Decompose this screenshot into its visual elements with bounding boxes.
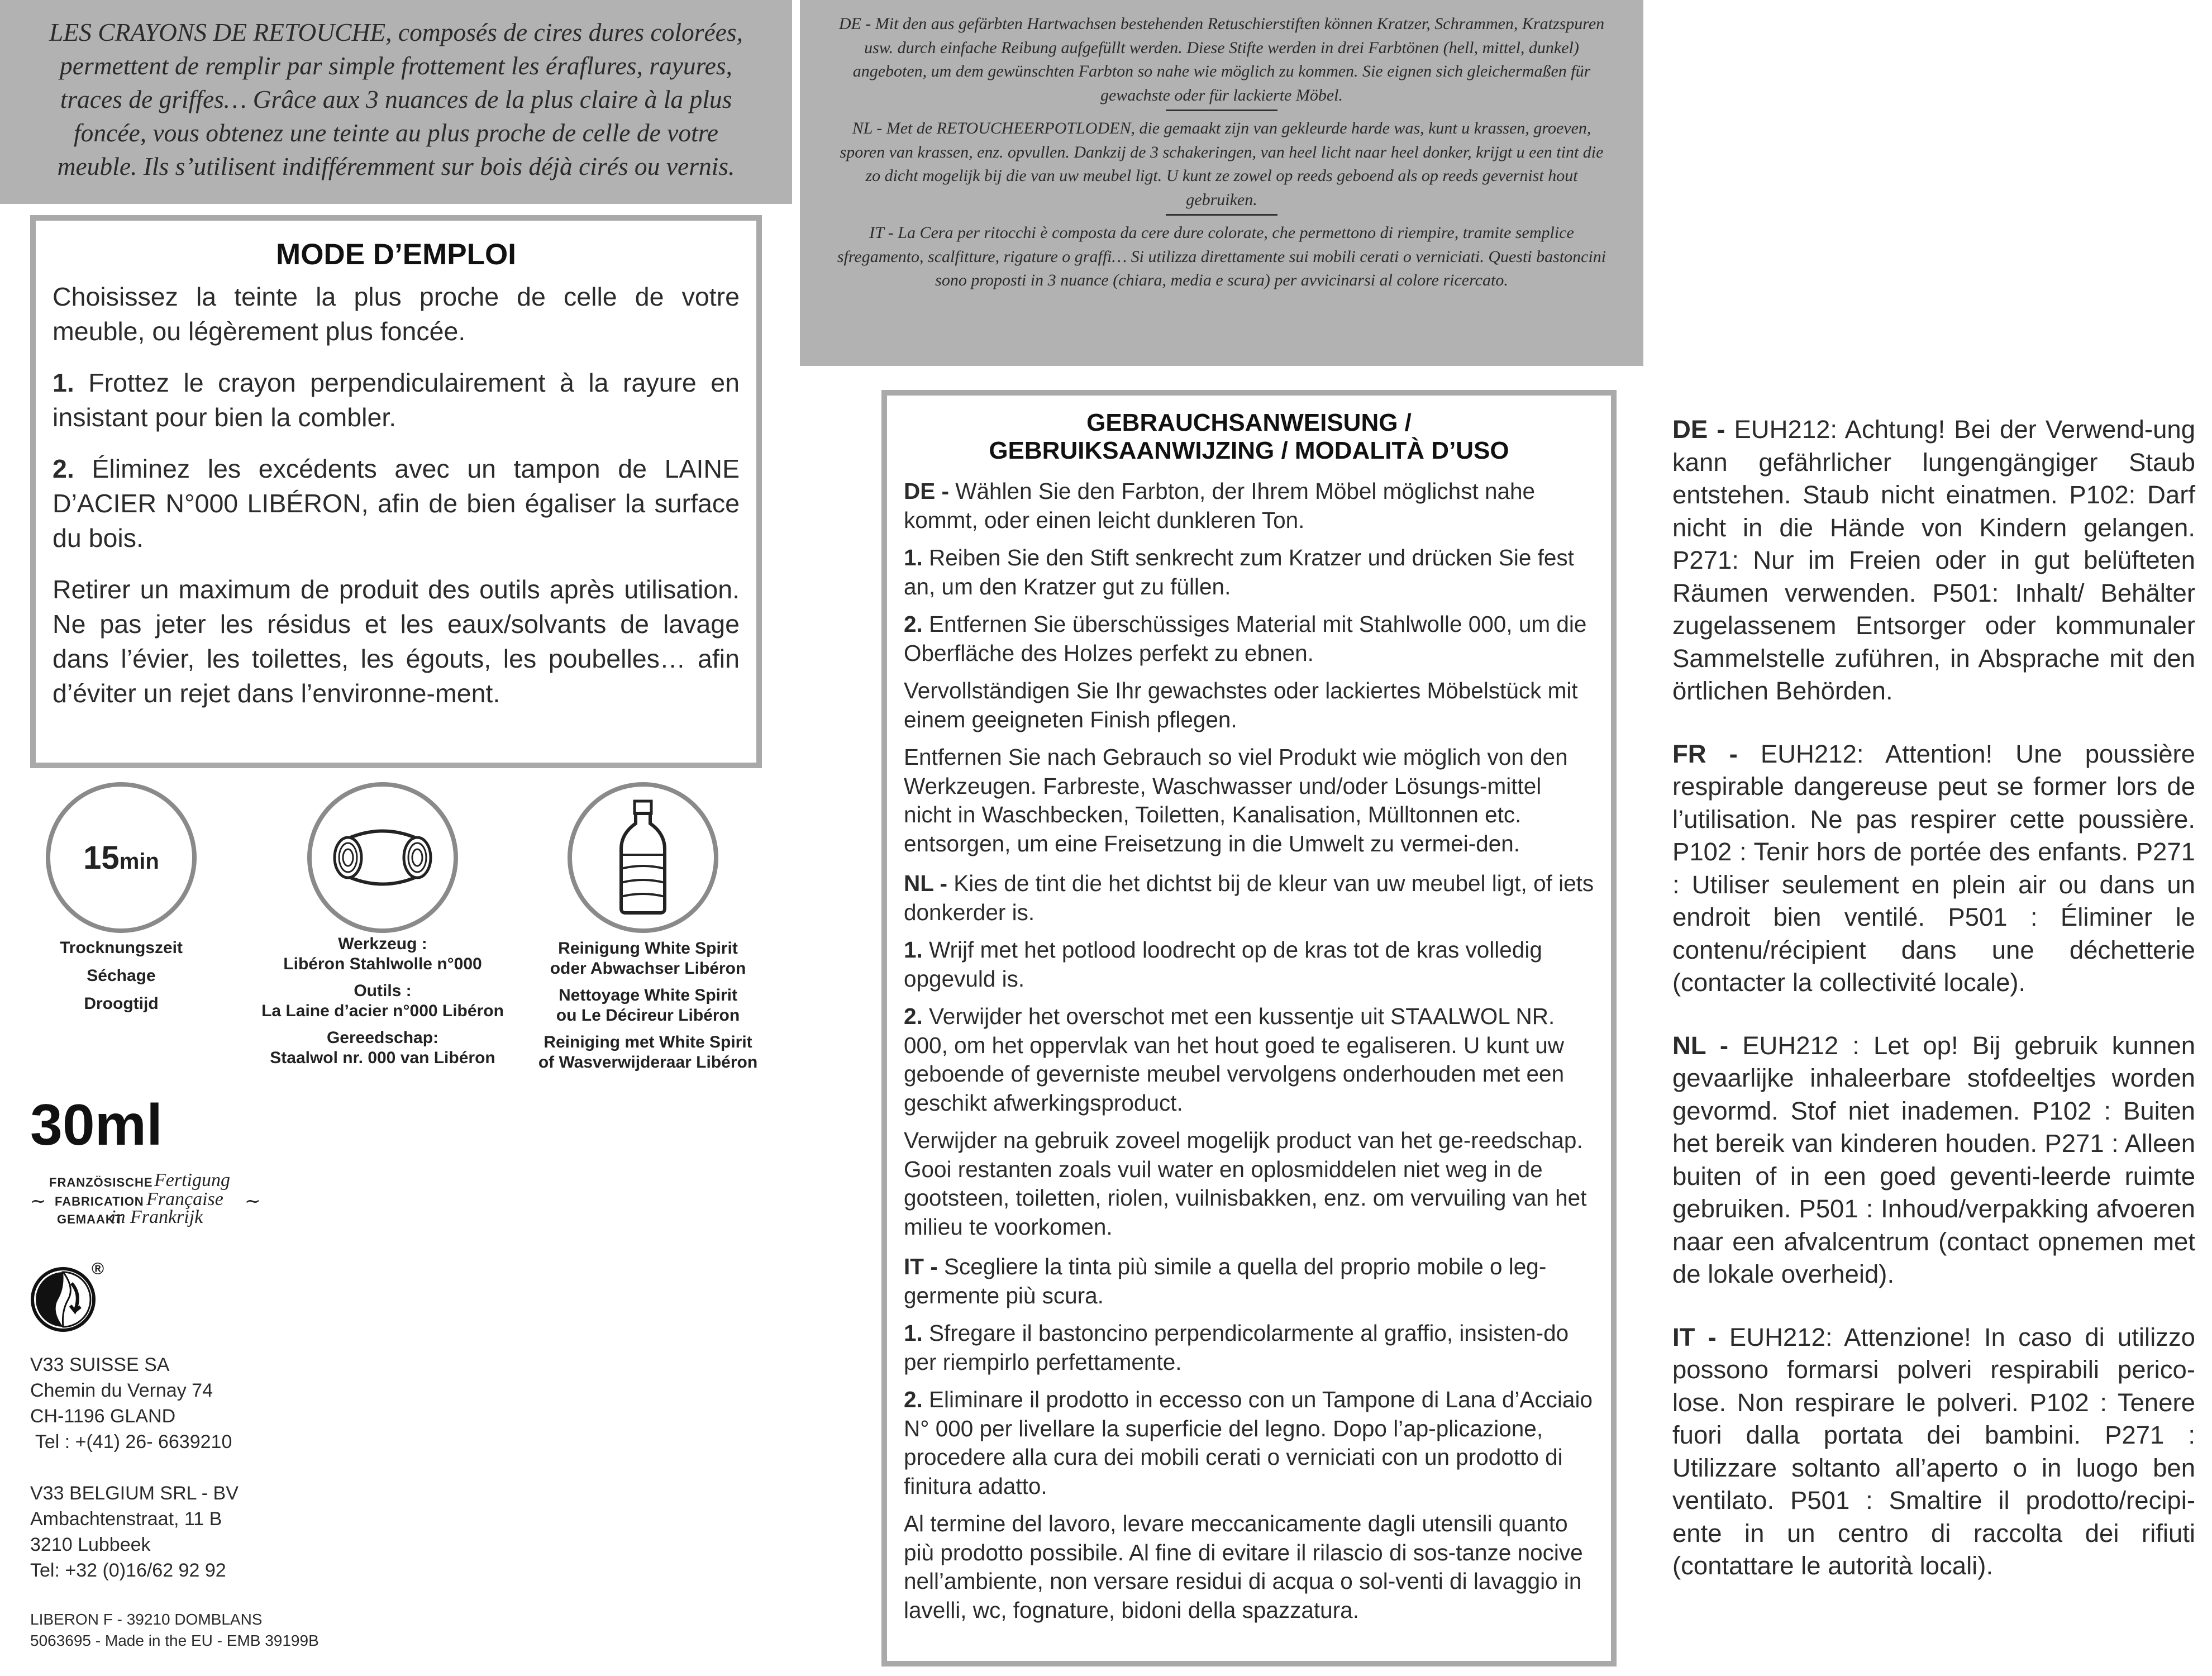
caption-line: La Laine d’acier n°000 Libéron [261, 1002, 504, 1020]
usage-text: Kies de tint die het dichtst bij de kleur van uw meubel ligt, of iets donkerder is. [904, 870, 1594, 925]
usage-text: Entfernen Sie überschüssiges Material mit Stahlwolle 000, um die Oberfläche des Holzes perfekt zu ebnen. [904, 611, 1587, 666]
usage-it-intro [904, 1253, 1594, 1310]
step-number: 2. [53, 454, 74, 483]
fab-line-3-script: in Frankrijk [111, 1207, 203, 1227]
step-number: 2. [904, 1003, 923, 1029]
fab-line-2-caps: FABRICATION [55, 1194, 144, 1208]
caption-line: Trocknungszeit [59, 939, 183, 957]
usage-de-step-1 [904, 544, 1594, 601]
caption-line: Libéron Stahlwolle n°000 [283, 955, 482, 973]
fab-tilde-right: ~ [245, 1190, 261, 1212]
caption-line: Outils : [354, 982, 412, 1000]
caption-line: oder Abwachser Libéron [550, 959, 746, 978]
separator-line [1166, 214, 1277, 216]
caption-line: Gereedschap: [326, 1029, 439, 1047]
caption-line: Droogtijd [84, 994, 159, 1013]
intro-italian: IT - La Cera per ritocchi è composta da cere dure colorate, che permettono di riempire, tramite semplice sfregamento, scalfitture, rigature o graffi… Si utilizza direttamente sui mobili cerati o verniciati. Questi bastoncini sono proposti in 3 nuance (chiara, media e scura) per avvicinarsi al colore ricercato. [837, 223, 1606, 289]
drying-time-value: 15 [83, 839, 120, 876]
separator-line [1166, 109, 1277, 111]
drying-time-unit: min [119, 849, 159, 874]
hazard-it [1672, 1321, 2195, 1583]
registered-mark: ® [92, 1260, 104, 1278]
usage-de-disposal: Entfernen Sie nach Gebrauch so viel Produkt wie möglich von den Werkzeugen. Farbreste, Waschwasser und/oder Lösungs-mittel nicht in Waschbecken, Toiletten, Kanalisation, Mülltonnen etc. entsorgen, um eine Freisetzung in die Umwelt zu vermei-den. [904, 744, 1568, 856]
legal-line: LIBERON F - 39210 DOMBLANS [30, 1611, 263, 1628]
intro-dutch: NL - Met de RETOUCHEERPOTLODEN, die gemaakt zijn van gekleurde harde was, kunt u krassen, groeven, sporen van krassen, enz. opvullen. Dankzij de 3 schakeringen, van heel licht naar heel donker, krijgt u een tint die zo dicht mogelijk bij die van uw meubel ligt. U kunt ze zowel op reeds geboend als op reeds gevernist hout gebruiken. [840, 119, 1604, 209]
intro-french-text: LES CRAYONS DE RETOUCHE, composés de cires dures colorées, permettent de remplir par simple frottement les éraflures, rayures, traces de griffes… Grâce aux 3 nuances de la plus claire à la plus foncée, vous obtenez une teinte au plus proche de celle de votre meuble. Ils s’utilisent indifféremment sur bois déjà cirés ou vernis. [49, 18, 743, 180]
hazard-text: EUH212 : Let op! Bij gebruik kunnen gevaarlijke inhaleerbare stofdeeltjes worden gevormd. Stof niet inademen. P102 : Buiten het bereik van kinderen houden. P271 : Alleen buiten of in een goed geventi-leerde ruimte gebruiken. P501 : Inhoud/verpakking afvoeren naar een afvalcentrum (contact opnemen met de lokale overheid). [1672, 1031, 2196, 1288]
usage-nl-step-2 [904, 1002, 1594, 1117]
fab-line-2-script: Française [146, 1189, 223, 1210]
address-line: 3210 Lubbeek [30, 1534, 151, 1555]
step-number: 1. [904, 545, 923, 570]
lang-tag: DE - [904, 478, 949, 504]
hazard-de [1672, 413, 2195, 708]
address-line: V33 BELGIUM SRL - BV [30, 1483, 239, 1504]
lang-tag: FR - [1672, 739, 1738, 768]
steel-wool-icon [327, 816, 438, 899]
usage-nl-intro [904, 869, 1594, 927]
mode-emploi-intro: Choisissez la teinte la plus proche de celle de votre meuble, ou légèrement plus foncée. [53, 282, 740, 346]
usage-instructions-box [881, 390, 1617, 1667]
lang-tag: IT - [1672, 1322, 1717, 1351]
caption-line: Werkzeug : [338, 935, 427, 953]
fab-tilde-left: ~ [30, 1190, 46, 1212]
lang-tag: IT - [904, 1254, 938, 1279]
usage-it-step-1 [904, 1319, 1594, 1377]
lang-tag: NL - [904, 870, 947, 896]
usage-title [904, 409, 1594, 465]
usage-nl-step-1 [904, 936, 1594, 993]
tool-labels [235, 934, 531, 1068]
volume-label: 30ml [30, 1093, 163, 1158]
cleaning-labels [514, 939, 782, 1073]
usage-title-line-2: GEBRUIKSAANWIJZING / MODALITÀ D’USO [989, 437, 1509, 464]
drying-time-circle [46, 782, 197, 933]
step-number: 1. [904, 937, 923, 963]
tool-circle [307, 782, 458, 933]
address-line: Tel : +(41) 26- 6639210 [30, 1431, 232, 1453]
address-switzerland [30, 1352, 232, 1455]
hazard-nl [1672, 1030, 2195, 1291]
fab-line-3-caps: GEMAAKT [57, 1212, 123, 1226]
step-text: Frottez le crayon perpendiculairement à la rayure en insistant pour bien la combler. [53, 368, 740, 432]
caption-line: Reinigung White Spirit [558, 939, 738, 958]
hazard-text: EUH212: Attention! Une poussière respirable dangereuse peut se former lors de l’utilisation. Ne pas respirer cette poussière. P102 : Tenir hors de portée des enfants. P271 : Utiliser seulement en plein air ou dans un endroit bien ventilé. P501 : Éliminer le contenu/récipient dans une déchetterie (contacter la collectivité locale). [1672, 739, 2195, 997]
hazard-text: EUH212: Achtung! Bei der Verwend-ung kann gefährlicher lungengängiger Staub entstehen. Staub nicht einatmen. P102: Darf nicht in die Hände von Kindern gelangen. P271: Nur im Freien oder in gut belüfteten Räumen verwenden. P501: Inhalt/ Behälter zugelassenem Entsorger oder kommunaler Sammelstelle zuführen, in Absprache mit den örtlichen Behörden. [1672, 415, 2196, 705]
caption-line: Séchage [87, 966, 156, 985]
address-line: Tel: +32 (0)16/62 92 92 [30, 1560, 226, 1581]
address-belgium [30, 1480, 239, 1583]
caption-line: Reiniging met White Spirit [544, 1033, 752, 1051]
usage-text: Verwijder het overschot met een kussentje uit STAALWOL NR. 000, om het oppervlak van het hout goed te egaliseren. U kunt uw geboende of geverniste meubel vervolgens onderhouden met een geschikt afwerkingsproduct. [904, 1003, 1565, 1116]
legal-line: 5063695 - Made in the EU - EMB 39199B [30, 1632, 319, 1649]
timer-icon [83, 839, 159, 877]
step-number: 1. [53, 368, 74, 397]
usage-it-step-2 [904, 1385, 1594, 1501]
bottle-icon [612, 799, 674, 916]
caption-line: ou Le Décireur Libéron [556, 1006, 740, 1025]
usage-text: Reiben Sie den Stift senkrecht zum Kratzer und drücken Sie fest an, um den Kratzer gut zu füllen. [904, 545, 1574, 599]
cleaning-circle [568, 782, 718, 933]
legal-info [30, 1609, 319, 1651]
usage-text: Wrijf met het potlood loodrecht op de kras tot de kras volledig opgevuld is. [904, 937, 1542, 992]
caption-line: Nettoyage White Spirit [558, 986, 738, 1004]
hazard-text: EUH212: Attenzione! In caso di utilizzo possono formarsi polveri respirabili perico-lose. Non respirare le polveri. P102 : Tenere fuori dalla portata dei bambini. P271 : Utilizzare soltanto all’aperto o in luogo ben ventilato. P501 : Smaltire il prodotto/recipi-ente in un centro di raccolta dei rifiuti (contattare le autorità locali). [1672, 1322, 2195, 1580]
usage-de-intro [904, 477, 1594, 535]
usage-nl-disposal: Verwijder na gebruik zoveel mogelijk product van het ge-reedschap. Gooi restanten zoals vuil water en oplosmiddelen niet weg in de gootsteen, toiletten, riolen, vuilnisbakken, enz. om vervuiling van het milieu te voorkomen. [904, 1127, 1587, 1240]
green-dot-recycle-icon [30, 1260, 111, 1332]
mode-emploi-step-2 [53, 451, 740, 555]
usage-de-finish: Vervollständigen Sie Ihr gewachstes oder lackiertes Möbelstück mit einem geeigneten Finish pflegen. [904, 678, 1578, 732]
mode-emploi-step-1 [53, 365, 740, 435]
usage-title-line-1: GEBRAUCHSANWEISUNG / [1086, 409, 1412, 436]
intro-german: DE - Mit den aus gefärbten Hartwachsen bestehenden Retuschierstiften können Kratzer, Schrammen, Kratzspuren usw. durch einfache Reibung aufgefüllt werden. Diese Stifte werden in drei Farbtönen (hell, mittel, dunkel) angeboten, um dem gewünschten Farbton so nahe wie möglich zu kommen. Sie eignen sich gleichermaßen für gewachste oder für lackierte Möbel. [838, 15, 1605, 104]
usage-text: Wählen Sie den Farbton, der Ihrem Möbel möglichst nahe kommt, oder einen leicht dunkleren Ton. [904, 478, 1536, 533]
usage-text: Eliminare il prodotto in eccesso con un Tampone di Lana d’Acciaio N° 000 per livellare la superficie del legno. Dopo l’ap-plicazione, procedere alla cura dei mobili cerati o verniciati con un prodotto di finitura adatto. [904, 1387, 1593, 1499]
hazard-fr [1672, 738, 2195, 999]
fabrication-francaise-logo [30, 1170, 298, 1235]
usage-de-step-2 [904, 610, 1594, 668]
drying-time-labels [23, 934, 219, 1018]
address-line: Ambachtenstraat, 11 B [30, 1508, 222, 1530]
usage-text: Scegliere la tinta più simile a quella del proprio mobile o leg-germente più scura. [904, 1254, 1547, 1308]
address-line: Chemin du Vernay 74 [30, 1380, 213, 1401]
address-line: CH-1196 GLAND [30, 1406, 176, 1427]
step-text: Éliminez les excédents avec un tampon de LAINE D’ACIER N°000 LIBÉRON, afin de bien égaliser la surface du bois. [53, 454, 740, 553]
step-number: 2. [904, 1387, 923, 1412]
usage-it-disposal: Al termine del lavoro, levare meccanicamente dagli utensili quanto più prodotto possibile. Al fine di evitare il rilascio di sos-tanze nocive nell’ambiente, non versare residui di acqua o sol-venti di lavaggio in lavelli, wc, fognature, bidoni della spazzatura. [904, 1511, 1583, 1623]
mode-emploi-title: MODE D’EMPLOI [276, 238, 516, 271]
intro-multilingual-banner [800, 0, 1643, 366]
usage-text: Sfregare il bastoncino perpendicolarmente al graffio, insisten-do per riempirlo perfettamente. [904, 1320, 1569, 1375]
hazard-statements [1672, 413, 2195, 1613]
address-line: V33 SUISSE SA [30, 1354, 170, 1375]
fab-line-1-caps: FRANZÖSISCHE [49, 1175, 153, 1189]
caption-line: Staalwol nr. 000 van Libéron [270, 1049, 495, 1067]
step-number: 2. [904, 611, 923, 637]
mode-emploi-box [30, 215, 762, 768]
lang-tag: DE - [1672, 415, 1725, 444]
intro-french-banner [0, 0, 792, 204]
mode-emploi-disposal: Retirer un maximum de produit des outils après utilisation. Ne pas jeter les résidus et les eaux/solvants de lavage dans l’évier, les toilettes, les égouts, les poubelles… afin d’éviter un rejet dans l’environne-ment. [53, 575, 740, 708]
lang-tag: NL - [1672, 1031, 1729, 1060]
caption-line: of Wasverwijderaar Libéron [538, 1053, 758, 1072]
step-number: 1. [904, 1320, 923, 1346]
fab-line-1-script: Fertigung [154, 1170, 230, 1191]
